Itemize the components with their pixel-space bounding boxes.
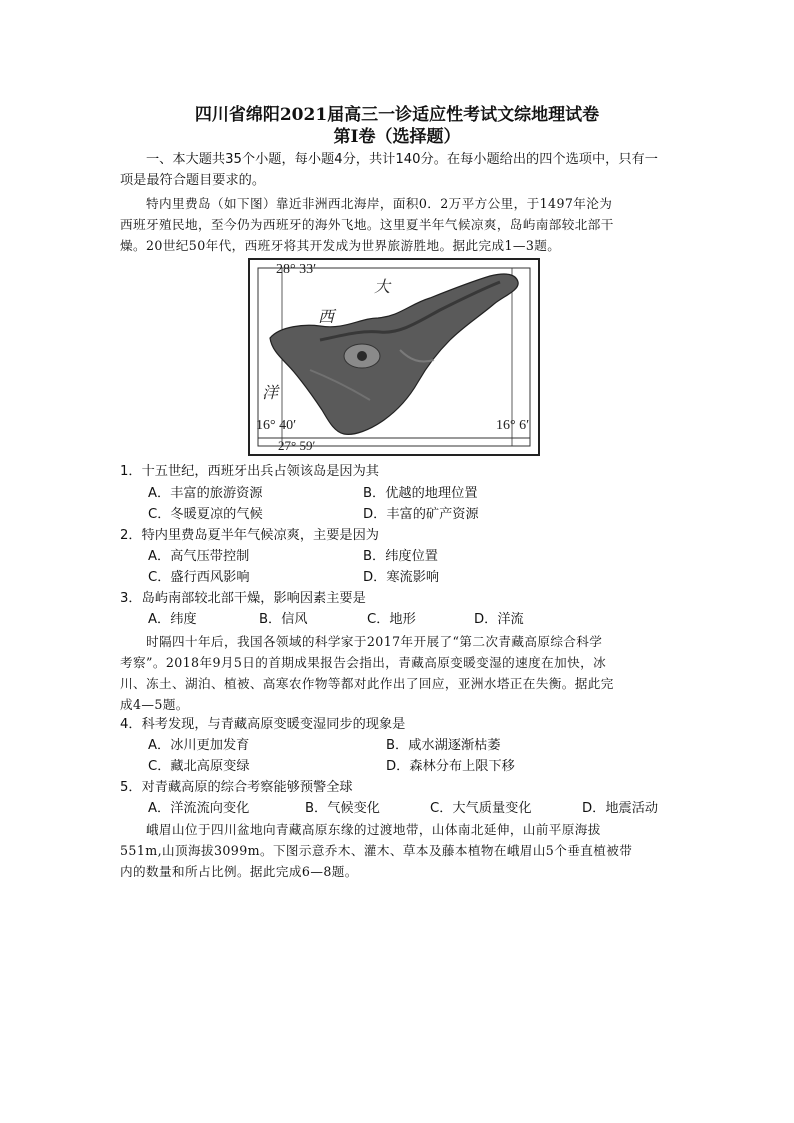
exam-title: 四川省绵阳2021届高三一诊适应性考试文综地理试卷 (194, 105, 600, 125)
q1-option-c: C．冬暖夏凉的气候 (148, 507, 263, 522)
q5-option-b: B．气候变化 (305, 801, 380, 816)
passage2-line-2: 考察”。2018年9月5日的首期成果报告会指出，青藏高原变暖变湿的速度在加快，冰 (120, 655, 607, 670)
q2-option-c: C．盛行西风影响 (148, 570, 250, 585)
passage2-line-4: 成4—5题。 (120, 697, 189, 712)
tenerife-map (248, 258, 540, 456)
q3-stem: 3．岛屿南部较北部干燥，影响因素主要是 (120, 591, 366, 606)
passage1-line-1: 特内里费岛（如下图）靠近非洲西北海岸，面积0．2万平方公里，于1497年沦为 (146, 196, 613, 211)
q4-option-c: C．藏北高原变绿 (148, 759, 250, 774)
ocean-char-da: 大 (374, 277, 391, 296)
q2-option-a: A．高气压带控制 (148, 549, 250, 564)
ocean-char-yang: 洋 (262, 383, 279, 402)
ocean-char-xi: 西 (318, 307, 335, 326)
q1-option-a: A．丰富的旅游资源 (148, 486, 263, 501)
q3-option-a: A．纬度 (148, 612, 197, 627)
passage1-line-2: 西班牙殖民地，至今仍为西班牙的海外飞地。这里夏半年气候凉爽，岛屿南部较北部干 (120, 217, 614, 232)
q2-option-d: D．寒流影响 (363, 570, 440, 585)
q4-option-a: A．冰川更加发育 (148, 738, 250, 753)
q1-option-d: D．丰富的矿产资源 (363, 507, 479, 522)
q4-option-b: B．咸水湖逐渐枯萎 (386, 738, 501, 753)
q1-option-b: B．优越的地理位置 (363, 486, 478, 501)
q4-stem: 4．科考发现，与青藏高原变暖变湿同步的现象是 (120, 717, 406, 732)
passage2-line-1: 时隔四十年后，我国各领域的科学家于2017年开展了“第二次青藏高原综合科学 (146, 634, 603, 649)
q5-option-c: C．大气质量变化 (430, 801, 532, 816)
q3-option-c: C．地形 (367, 612, 416, 627)
instructions-line-2: 项是最符合题目要求的。 (120, 173, 266, 188)
passage3-line-2: 551m,山顶海拔3099m。下图示意乔木、灌木、草本及藤本植物在峨眉山5个垂直植被带 (120, 843, 633, 858)
passage1-line-3: 燥。20世纪50年代，西班牙将其开发成为世界旅游胜地。据此完成1—3题。 (120, 238, 561, 253)
q1-stem: 1．十五世纪，西班牙出兵占领该岛是因为其 (120, 464, 379, 479)
q3-option-b: B．信风 (259, 612, 308, 627)
q2-stem: 2．特内里费岛夏半年气候凉爽，主要是因为 (120, 528, 379, 543)
q3-option-d: D．洋流 (474, 612, 524, 627)
q2-option-b: B．纬度位置 (363, 549, 438, 564)
section-title: 第Ⅰ卷（选择题） (333, 127, 461, 147)
passage3-line-1: 峨眉山位于四川盆地向青藏高原东缘的过渡地带，山体南北延伸，山前平原海拔 (146, 822, 601, 837)
longitude-right-label: 16° 6′ (496, 418, 530, 433)
longitude-left-label: 16° 40′ (256, 418, 297, 433)
q5-option-d: D．地震活动 (582, 801, 659, 816)
q5-stem: 5．对青藏高原的综合考察能够预警全球 (120, 780, 353, 795)
instructions-line-1: 一、本大题共35个小题，每小题4分，共计140分。在每小题给出的四个选项中，只有一 (146, 152, 658, 167)
q5-option-a: A．洋流流向变化 (148, 801, 250, 816)
passage2-line-3: 川、冻土、湖泊、植被、高寒农作物等都对此作出了回应，亚洲水塔正在失衡。据此完 (120, 676, 614, 691)
latitude-bottom-label: 27° 59′ (278, 438, 316, 453)
passage3-line-3: 内的数量和所占比例。据此完成6—8题。 (120, 864, 358, 879)
q4-option-d: D．森林分布上限下移 (386, 759, 515, 774)
latitude-top-label: 28° 33′ (276, 262, 317, 277)
